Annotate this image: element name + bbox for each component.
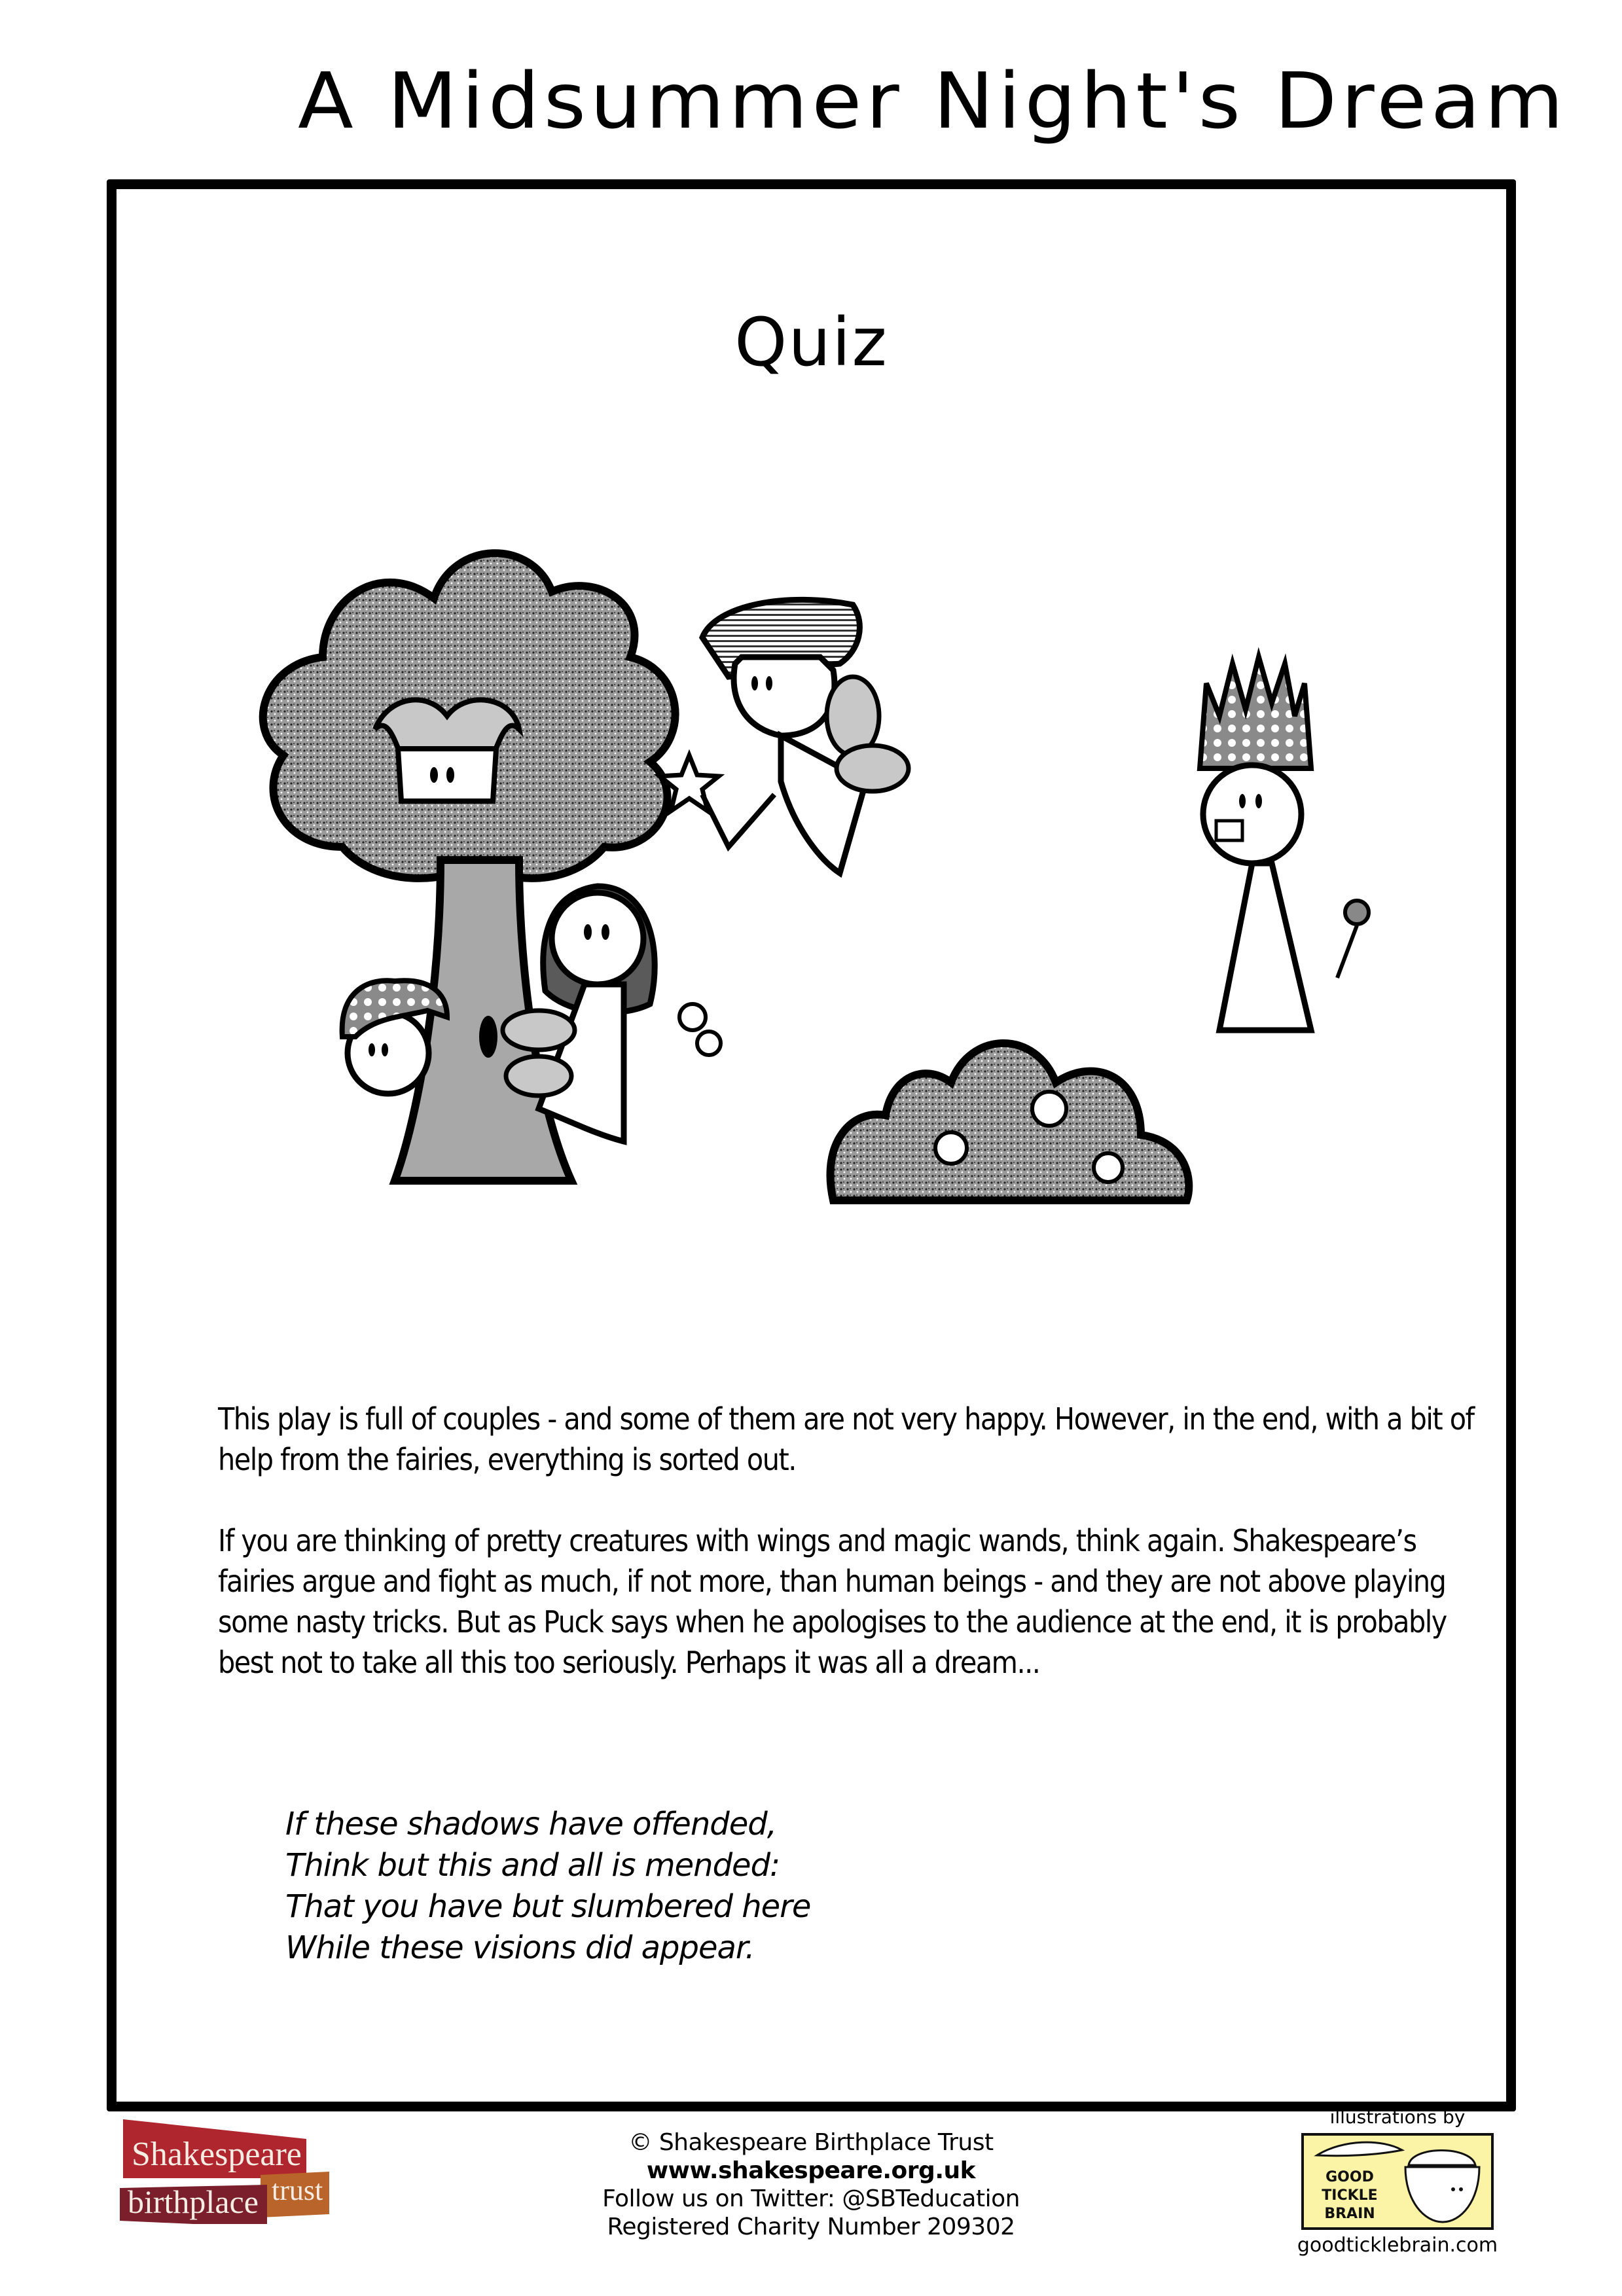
verse-line: If these shadows have offended, xyxy=(285,1806,776,1842)
svg-text:BRAIN: BRAIN xyxy=(1324,2206,1375,2222)
quiz-heading: Quiz xyxy=(734,304,888,382)
copyright-text: © Shakespeare Birthplace Trust xyxy=(628,2129,994,2156)
illustrations-by-label: illustrations by xyxy=(1329,2106,1466,2128)
paragraph-2: If you are thinking of pretty creatures with wings and magic wands, think again. Shakespeare’s fairies argue and fight as much, if not more, than human beings - and they are not above playing some nasty tricks. But as Puck says when he apologises to the audience at the end, it is probably best not to take all this too seriously. Perhaps it was all a dream... xyxy=(218,1523,1447,1680)
cartoon-illustration xyxy=(231,520,1409,1240)
document-title: A Midsummer Night's Dream xyxy=(298,56,1568,146)
svg-text:GOOD: GOOD xyxy=(1325,2169,1374,2185)
puck-verse xyxy=(285,1804,810,1969)
fairy-with-wand-icon xyxy=(660,600,909,873)
intro-text xyxy=(218,1399,1494,1723)
verse-line: That you have but slumbered here xyxy=(285,1888,811,1925)
paragraph-1: This play is full of couples - and some of them are not very happy. However, in the end, with a bit of help from the fairies, everything is sorted out. xyxy=(218,1401,1474,1477)
website-link[interactable]: www.shakespeare.org.uk xyxy=(646,2157,976,2184)
bush-icon xyxy=(830,1043,1189,1200)
charity-number: Registered Charity Number 209302 xyxy=(607,2214,1015,2240)
twitter-text: Follow us on Twitter: @SBTeducation xyxy=(602,2185,1020,2212)
grumpy-character-icon xyxy=(1200,657,1369,1030)
logo-word-shakespeare: Shakespeare xyxy=(132,2136,302,2173)
verse-line: Think but this and all is mended: xyxy=(285,1847,780,1884)
logo-word-trust: trust xyxy=(272,2174,323,2206)
brain-bowl-icon xyxy=(1304,2136,1491,2227)
good-tickle-brain-logo xyxy=(1301,2133,1494,2230)
svg-text:TICKLE: TICKLE xyxy=(1322,2187,1378,2204)
content-frame xyxy=(107,179,1516,2111)
good-tickle-brain-credit xyxy=(1289,2106,1505,2257)
good-tickle-brain-url[interactable]: goodticklebrain.com xyxy=(1297,2234,1498,2257)
logo-word-birthplace: birthplace xyxy=(128,2183,259,2220)
verse-line: While these visions did appear. xyxy=(285,1929,755,1966)
